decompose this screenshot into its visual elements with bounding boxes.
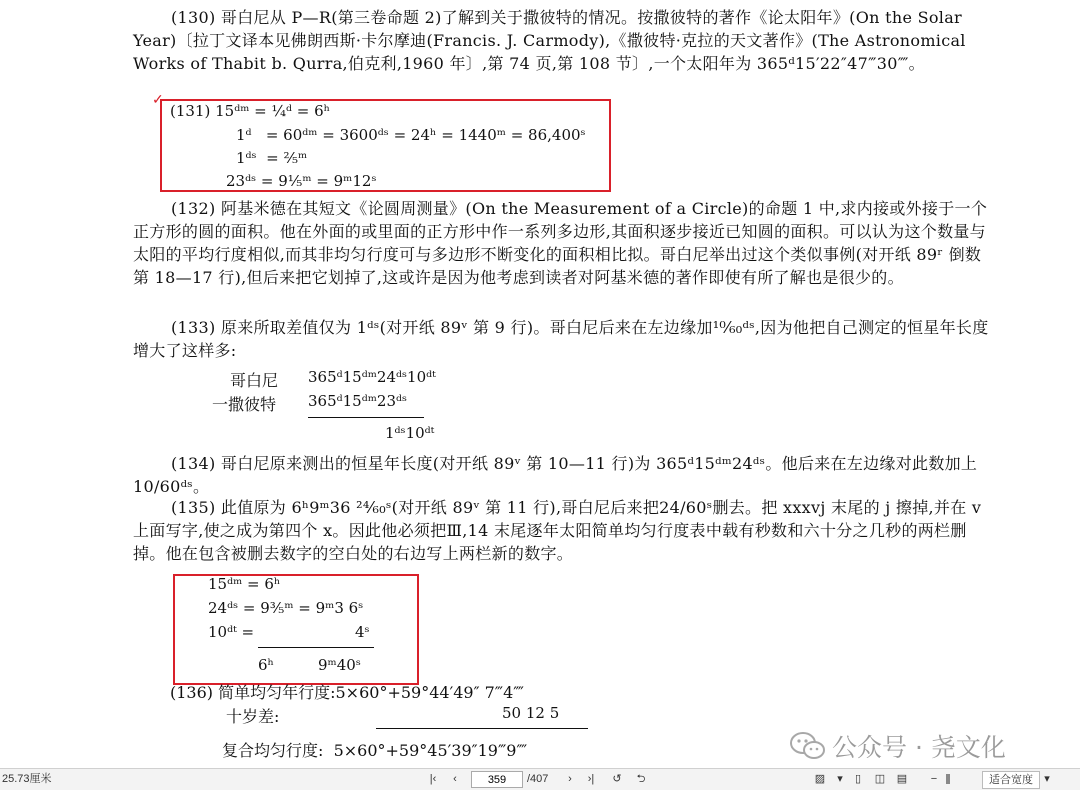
eq-135-line-2: 24ᵈˢ = 9⅗ᵐ = 9ᵐ3 6ˢ — [208, 599, 364, 617]
back-icon[interactable]: ⮌ — [636, 773, 646, 785]
next-page-icon[interactable]: › — [568, 773, 572, 785]
note-136-line-3: 复合均匀行度: 5×60°+59°45′39″19‴9⁗ — [222, 741, 528, 760]
last-page-icon[interactable]: ›| — [587, 773, 595, 785]
page-dimension: 25.73厘米 — [2, 773, 52, 785]
dual-page-icon[interactable]: ◫ — [874, 773, 886, 785]
calc-133-result: 1ᵈˢ10ᵈᵗ — [385, 424, 435, 442]
calc-133-label-2: 一撒彼特 — [212, 395, 277, 414]
eq-135-rule — [258, 647, 374, 648]
eq-135-line-4b: 9ᵐ40ˢ — [318, 656, 361, 674]
calc-133-rule — [308, 417, 424, 418]
note-132: (132) 阿基米德在其短文《论圆周测量》(On the Measurement of a Circle)的命题 1 中,求内接或外接于一个正方形的圆的面积。他在外面的或里面的正方形中作一系列多边形,其面积逐步接近已知圆的面积。可以认为这个数量与太阳的平均行度相似,而其非均匀行度可与多边形不断变化的面积相比拟。哥白尼举出过这个类似事例(对开纸 89ʳ 倒数第 18—17 行),但后来把它划掉了,这或许是因为他考虑到读者对阿基米德的著作即使有所了解也是很少的。 — [133, 199, 988, 287]
note-130: (130) 哥白尼从 P—R(第三卷命题 2)了解到关于撒彼特的情况。按撒彼特的著作《论太阳年》(On the Solar Year)〔拉丁文译本见佛朗西斯·卡尔摩迪(Francis. J. Carmody),《撒彼特·克拉的天文著作》(The Astronomical Works of Thabit b. Qurra,伯克利,1960 年〕,第 74 页,第 108 节〕,一个太阳年为 365ᵈ15′22″47‴30⁗。 — [133, 8, 966, 73]
eq-135-line-4a: 6ʰ — [258, 656, 275, 674]
note-135: (135) 此值原为 6ʰ9ᵐ36 ²⁴⁄₆₀ˢ(对开纸 89ᵛ 第 11 行),哥白尼后来把24/60ˢ删去。把 xxxvj 末尾的 j 擦掉,并在 v 上面写字,使之成为第四个 x。因此他必须把Ⅲ,14 末尾逐年太阳简单均匀行度表中载有秒数和六十分之几秒的两栏删掉。他在包含被删去数字的空白处的右边写上两栏新的数字。 — [133, 498, 982, 563]
note-134: (134) 哥白尼原来测出的恒星年长度(对开纸 89ᵛ 第 10—11 行)为 365ᵈ15ᵈᵐ24ᵈˢ。他后来在左边缘对此数加上 10/60ᵈˢ。 — [133, 454, 978, 496]
eq-135-line-1: 15ᵈᵐ = 6ʰ — [208, 575, 281, 593]
wechat-logo-icon — [790, 732, 826, 764]
layout-dropdown-icon[interactable]: ▾ — [837, 773, 843, 785]
eq-131-line-1: (131) 15ᵈᵐ = ¼ᵈ = 6ʰ — [170, 102, 331, 120]
note-136-rule — [376, 728, 588, 729]
single-page-icon[interactable]: ▯ — [854, 773, 862, 785]
watermark — [790, 726, 1050, 766]
calc-133-value-1: 365ᵈ15ᵈᵐ24ᵈˢ10ᵈᵗ — [308, 368, 436, 386]
zoom-dropdown-icon[interactable]: ▾ — [1044, 773, 1050, 785]
note-136-line-2-label: 十岁差: — [226, 707, 280, 726]
zoom-out-icon[interactable]: − — [930, 773, 938, 785]
page-total: /407 — [527, 773, 549, 785]
note-136-line-2-value: 50 12 5 — [502, 704, 560, 722]
eq-135-line-3a: 10ᵈᵗ = — [208, 623, 255, 641]
eq-131-line-4: 23ᵈˢ = 9⅕ᵐ = 9ᵐ12ˢ — [226, 172, 377, 190]
eq-131-line-3: 1ᵈˢ = ⅖ᵐ — [236, 149, 308, 167]
eq-135-line-3b: 4ˢ — [355, 623, 370, 641]
note-136-line-1: (136) 简单均匀年行度:5×60°+59°44′49″ 7‴4⁗ — [170, 683, 524, 702]
layout-icon[interactable]: ▨ — [814, 773, 826, 785]
zoom-mode-select[interactable]: 适合宽度 — [982, 771, 1040, 789]
annotation-mark: ✓ — [152, 92, 164, 108]
note-133: (133) 原来所取差值仅为 1ᵈˢ(对开纸 89ᵛ 第 9 行)。哥白尼后来在左边缘加¹⁰⁄₆₀ᵈˢ,因为他把自己测定的恒星年长度增大了这样多: — [133, 318, 989, 360]
viewer-toolbar — [0, 768, 1080, 790]
rotate-icon[interactable]: ↺ — [612, 773, 622, 785]
first-page-icon[interactable]: |‹ — [429, 773, 437, 785]
page-number-input[interactable] — [471, 771, 523, 788]
zoom-slider-handle[interactable] — [946, 774, 950, 784]
watermark-text: 公众号 · 尧文化 — [832, 733, 1006, 762]
calc-133-label-1: 哥白尼 — [230, 371, 279, 390]
prev-page-icon[interactable]: ‹ — [453, 773, 457, 785]
calc-133-value-2: 365ᵈ15ᵈᵐ23ᵈˢ — [308, 392, 408, 410]
continuous-icon[interactable]: ▤ — [896, 773, 908, 785]
eq-131-line-2: 1ᵈ = 60ᵈᵐ = 3600ᵈˢ = 24ʰ = 1440ᵐ = 86,400ˢ — [236, 126, 586, 144]
